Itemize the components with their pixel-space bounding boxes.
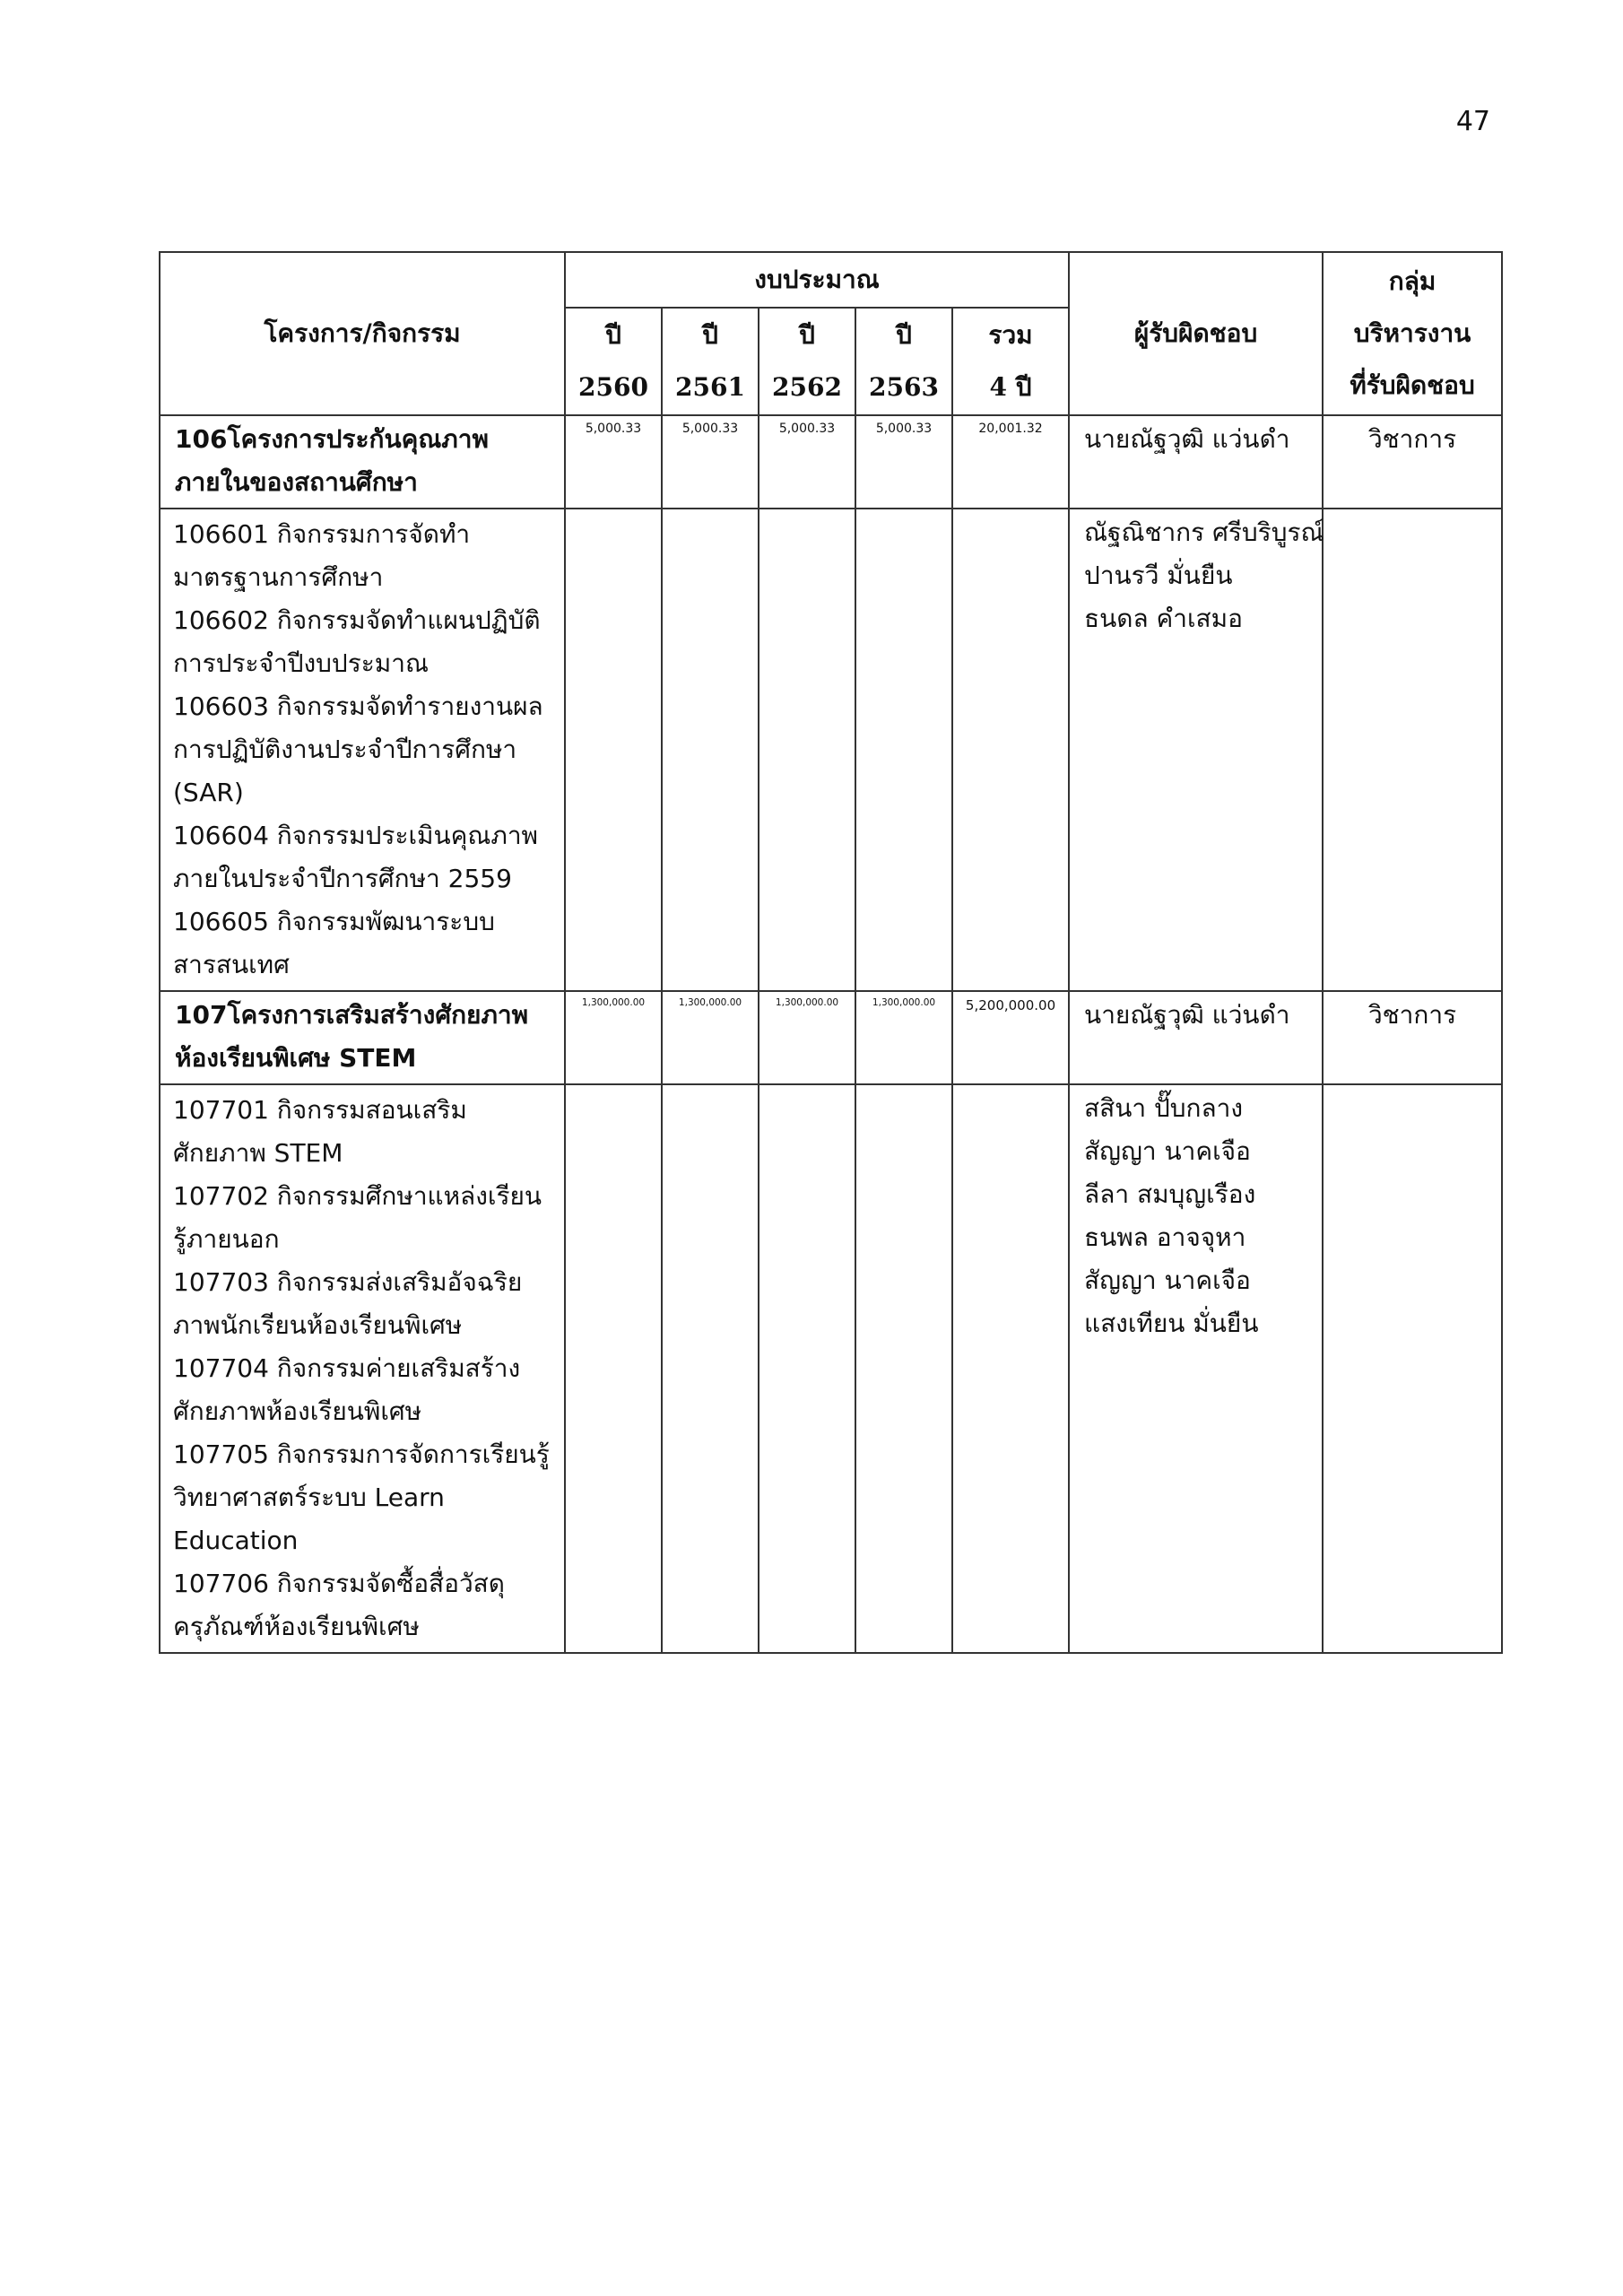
year-label: ปี [896,320,912,350]
project-group: วิชาการ [1323,415,1502,509]
budget-total: 20,001.32 [952,415,1069,509]
empty-cell [952,509,1069,991]
responsible-person: ธนพล อาจจุหา [1084,1222,1246,1252]
activity-item: 106601 กิจกรรมการจัดทำมาตรฐานการศึกษา [173,519,471,592]
activity-item: 107706 กิจกรรมจัดซื้อสื่อวัสดุครุภัณฑ์ห้องเรียนพิเศษ [173,1569,505,1641]
empty-cell [1323,509,1502,991]
empty-cell [855,509,952,991]
group-header-line: ที่รับผิดชอบ [1350,370,1475,400]
budget-group-header: งบประมาณ [565,252,1069,308]
empty-cell [952,1084,1069,1653]
group-column-header [1323,252,1502,415]
page-number: 47 [1455,106,1490,137]
activity-responsibles [1069,509,1323,991]
activity-item: 107701 กิจกรรมสอนเสริมศักยภาพ STEM [173,1095,467,1168]
activity-item: 107703 กิจกรรมส่งเสริมอัจฉริยภาพนักเรียนห้องเรียนพิเศษ [173,1267,523,1340]
responsible-person: สสินา ปั๊บกลาง [1084,1093,1244,1123]
budget-table [159,251,1503,1654]
empty-cell [565,1084,662,1653]
empty-cell [662,509,759,991]
year-value: 2562 [772,372,842,402]
activity-item: 107705 กิจกรรมการจัดการเรียนรู้วิทยาศาสตร์ระบบ Learn Education [173,1439,550,1555]
empty-cell [1323,1084,1502,1653]
year-value: 2561 [675,372,745,402]
project-name: 107โครงการเสริมสร้างศักยภาพห้องเรียนพิเศษ STEM [160,991,565,1084]
budget-amount: 1,300,000.00 [565,991,662,1084]
responsible-person: แสงเทียน มั่นยืน [1084,1309,1259,1338]
activity-item: 106602 กิจกรรมจัดทำแผนปฏิบัติการประจำปีงบประมาณ [173,605,541,678]
empty-cell [662,1084,759,1653]
header-row-1 [160,252,1502,308]
activity-item: 106605 กิจกรรมพัฒนาระบบสารสนเทศ [173,907,495,979]
total-column-header [952,308,1069,415]
project-column-header: โครงการ/กิจกรรม [160,252,565,415]
responsible-person: ณัฐณิชากร ศรีบริบูรณ์ [1084,517,1324,547]
total-label: รวม [988,320,1033,350]
year-label: ปี [605,320,621,350]
budget-amount: 1,300,000.00 [662,991,759,1084]
activities-row [160,1084,1502,1653]
responsible-person: สัญญา นาคเจือ [1084,1136,1251,1166]
activity-item: 106603 กิจกรรมจัดทำรายงานผลการปฏิบัติงานประจำปีการศึกษา (SAR) [173,691,543,807]
budget-total: 5,200,000.00 [952,991,1069,1084]
budget-amount: 1,300,000.00 [759,991,855,1084]
year-value: 2560 [578,372,648,402]
year-value: 2563 [869,372,939,402]
responsible-person: ธนดล คำเสมอ [1084,604,1243,633]
year-column-header [662,308,759,415]
year-column-header [759,308,855,415]
activity-item: 106604 กิจกรรมประเมินคุณภาพภายในประจำปีการศึกษา 2559 [173,821,538,893]
project-responsible: นายณัฐวุฒิ แว่นดำ [1069,991,1323,1084]
responsible-person: สัญญา นาคเจือ [1084,1265,1251,1295]
activities-row [160,509,1502,991]
empty-cell [855,1084,952,1653]
empty-cell [759,509,855,991]
activity-item: 107702 กิจกรรมศึกษาแหล่งเรียนรู้ภายนอก [173,1181,542,1254]
responsible-person: ปานรวี มั่นยืน [1084,561,1233,590]
project-name: 106โครงการประกันคุณภาพภายในของสถานศึกษา [160,415,565,509]
total-years: 4 ปี [989,372,1032,402]
budget-amount: 5,000.33 [662,415,759,509]
group-header-line: กลุ่ม [1388,266,1436,296]
budget-amount: 5,000.33 [565,415,662,509]
project-row [160,991,1502,1084]
budget-amount: 5,000.33 [855,415,952,509]
empty-cell [759,1084,855,1653]
project-group: วิชาการ [1323,991,1502,1084]
budget-amount: 1,300,000.00 [855,991,952,1084]
project-responsible: นายณัฐวุฒิ แว่นดำ [1069,415,1323,509]
project-row [160,415,1502,509]
year-label: ปี [799,320,815,350]
activity-responsibles [1069,1084,1323,1653]
group-header-line: บริหารงาน [1353,318,1471,348]
responsible-person: ลีลา สมบุญเรือง [1084,1179,1256,1209]
year-column-header [855,308,952,415]
activity-list [160,509,565,991]
year-label: ปี [702,320,718,350]
empty-cell [565,509,662,991]
responsible-column-header: ผู้รับผิดชอบ [1069,252,1323,415]
year-column-header [565,308,662,415]
activity-item: 107704 กิจกรรมค่ายเสริมสร้างศักยภาพห้องเรียนพิเศษ [173,1353,521,1426]
activity-list [160,1084,565,1653]
budget-amount: 5,000.33 [759,415,855,509]
